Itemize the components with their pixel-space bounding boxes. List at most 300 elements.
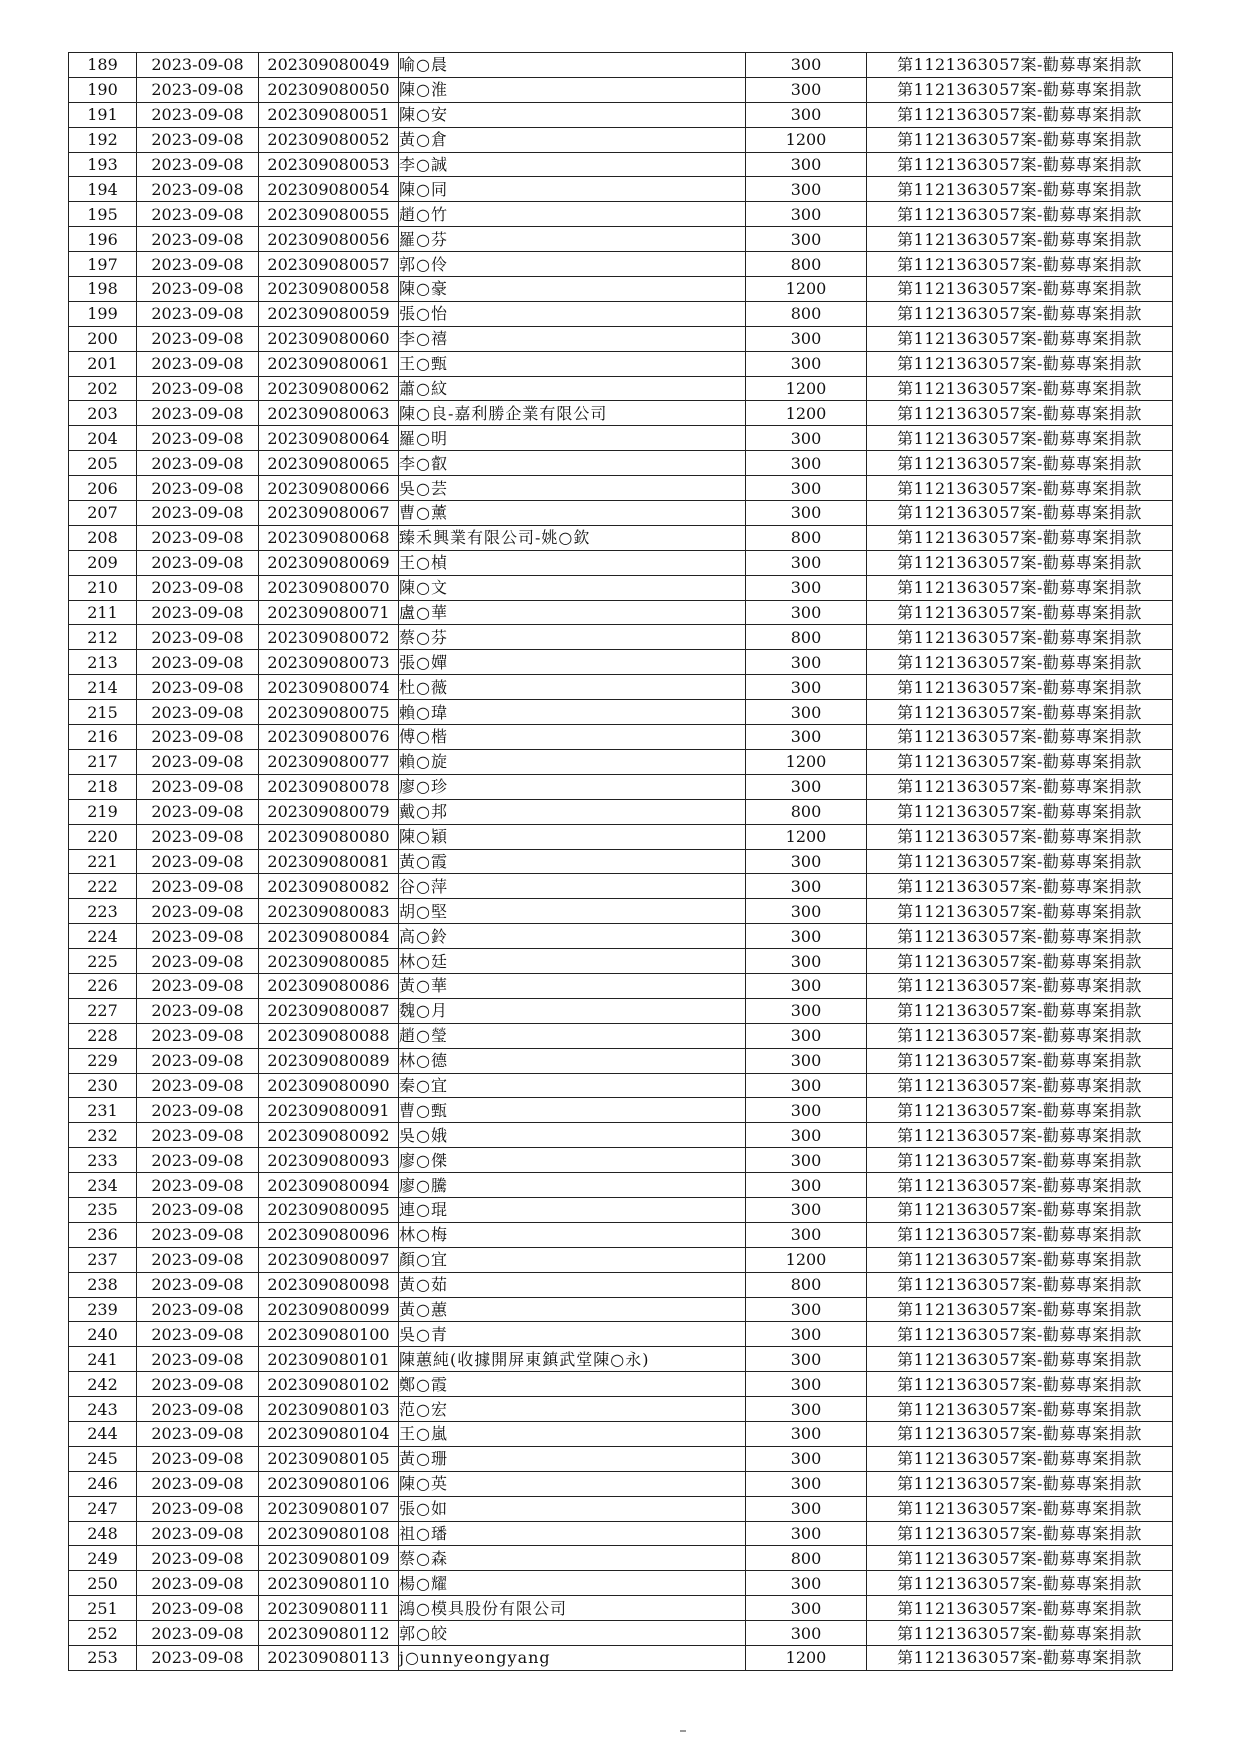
donation-purpose: 第1121363057案-勸募專案捐款 [867, 1048, 1173, 1073]
donor-name: 鴻○模具股份有限公司 [399, 1596, 746, 1621]
donation-date: 2023-09-08 [137, 550, 259, 575]
donation-date: 2023-09-08 [137, 1646, 259, 1671]
row-number: 210 [69, 575, 137, 600]
receipt-number: 202309080051 [259, 102, 399, 127]
donation-purpose: 第1121363057案-勸募專案捐款 [867, 102, 1173, 127]
table-row [69, 949, 1173, 974]
table-row [69, 1297, 1173, 1322]
donation-amount: 300 [746, 1521, 867, 1546]
donation-date: 2023-09-08 [137, 700, 259, 725]
row-number: 204 [69, 426, 137, 451]
receipt-number: 202309080110 [259, 1571, 399, 1596]
donation-purpose: 第1121363057案-勸募專案捐款 [867, 550, 1173, 575]
table-row [69, 127, 1173, 152]
row-number: 229 [69, 1048, 137, 1073]
donation-amount: 300 [746, 725, 867, 750]
table-row [69, 1471, 1173, 1496]
donation-purpose: 第1121363057案-勸募專案捐款 [867, 998, 1173, 1023]
receipt-number: 202309080079 [259, 799, 399, 824]
donor-name: 林○梅 [399, 1222, 746, 1247]
table-row [69, 376, 1173, 401]
donation-date: 2023-09-08 [137, 1471, 259, 1496]
donation-amount: 1200 [746, 277, 867, 302]
donor-name: 賴○瑋 [399, 700, 746, 725]
donation-purpose: 第1121363057案-勸募專案捐款 [867, 376, 1173, 401]
table-row [69, 476, 1173, 501]
receipt-number: 202309080099 [259, 1297, 399, 1322]
donor-name: 賴○旋 [399, 749, 746, 774]
donation-purpose: 第1121363057案-勸募專案捐款 [867, 675, 1173, 700]
donation-purpose: 第1121363057案-勸募專案捐款 [867, 1397, 1173, 1422]
donation-date: 2023-09-08 [137, 53, 259, 78]
donation-date: 2023-09-08 [137, 924, 259, 949]
donation-amount: 300 [746, 1297, 867, 1322]
donation-purpose: 第1121363057案-勸募專案捐款 [867, 326, 1173, 351]
donation-date: 2023-09-08 [137, 351, 259, 376]
donation-date: 2023-09-08 [137, 1098, 259, 1123]
receipt-number: 202309080107 [259, 1496, 399, 1521]
donation-date: 2023-09-08 [137, 824, 259, 849]
receipt-number: 202309080063 [259, 401, 399, 426]
donation-amount: 300 [746, 1048, 867, 1073]
row-number: 197 [69, 252, 137, 277]
donation-purpose: 第1121363057案-勸募專案捐款 [867, 501, 1173, 526]
donation-amount: 300 [746, 53, 867, 78]
table-row [69, 824, 1173, 849]
donation-date: 2023-09-08 [137, 376, 259, 401]
receipt-number: 202309080077 [259, 749, 399, 774]
receipt-number: 202309080073 [259, 650, 399, 675]
receipt-number: 202309080093 [259, 1148, 399, 1173]
donation-date: 2023-09-08 [137, 127, 259, 152]
donation-date: 2023-09-08 [137, 476, 259, 501]
donor-name: 黃○茹 [399, 1272, 746, 1297]
donation-list-page [68, 52, 1172, 1671]
donation-date: 2023-09-08 [137, 675, 259, 700]
donor-name: 羅○明 [399, 426, 746, 451]
donation-amount: 300 [746, 949, 867, 974]
donation-date: 2023-09-08 [137, 799, 259, 824]
donation-purpose: 第1121363057案-勸募專案捐款 [867, 700, 1173, 725]
donation-amount: 300 [746, 102, 867, 127]
table-row [69, 525, 1173, 550]
donor-name: 黃○珊 [399, 1446, 746, 1471]
donation-date: 2023-09-08 [137, 1596, 259, 1621]
donor-name: 趙○竹 [399, 202, 746, 227]
row-number: 216 [69, 725, 137, 750]
donation-amount: 300 [746, 451, 867, 476]
table-row [69, 749, 1173, 774]
receipt-number: 202309080102 [259, 1372, 399, 1397]
donation-amount: 300 [746, 476, 867, 501]
row-number: 211 [69, 600, 137, 625]
donation-amount: 300 [746, 1098, 867, 1123]
receipt-number: 202309080052 [259, 127, 399, 152]
donor-name: 李○誠 [399, 152, 746, 177]
donation-purpose: 第1121363057案-勸募專案捐款 [867, 426, 1173, 451]
row-number: 239 [69, 1297, 137, 1322]
donation-purpose: 第1121363057案-勸募專案捐款 [867, 824, 1173, 849]
table-row [69, 924, 1173, 949]
table-row [69, 227, 1173, 252]
row-number: 219 [69, 799, 137, 824]
table-row [69, 650, 1173, 675]
donation-amount: 800 [746, 252, 867, 277]
donation-amount: 300 [746, 675, 867, 700]
donor-name: 杜○薇 [399, 675, 746, 700]
receipt-number: 202309080082 [259, 874, 399, 899]
table-row [69, 77, 1173, 102]
row-number: 200 [69, 326, 137, 351]
receipt-number: 202309080096 [259, 1222, 399, 1247]
donation-amount: 300 [746, 550, 867, 575]
table-row [69, 1123, 1173, 1148]
table-row [69, 1446, 1173, 1471]
donation-amount: 300 [746, 998, 867, 1023]
donation-amount: 300 [746, 1173, 867, 1198]
receipt-number: 202309080091 [259, 1098, 399, 1123]
donation-amount: 300 [746, 1322, 867, 1347]
donation-amount: 300 [746, 152, 867, 177]
row-number: 215 [69, 700, 137, 725]
donor-name: 曹○薰 [399, 501, 746, 526]
donor-name: 趙○瑩 [399, 1023, 746, 1048]
donor-name: 張○如 [399, 1496, 746, 1521]
donor-name: 李○叡 [399, 451, 746, 476]
row-number: 192 [69, 127, 137, 152]
receipt-number: 202309080089 [259, 1048, 399, 1073]
receipt-number: 202309080069 [259, 550, 399, 575]
donor-name: 喻○晨 [399, 53, 746, 78]
donor-name: 黃○蕙 [399, 1297, 746, 1322]
donor-name: 顏○宜 [399, 1247, 746, 1272]
receipt-number: 202309080105 [259, 1446, 399, 1471]
donation-purpose: 第1121363057案-勸募專案捐款 [867, 575, 1173, 600]
receipt-number: 202309080054 [259, 177, 399, 202]
donation-date: 2023-09-08 [137, 177, 259, 202]
receipt-number: 202309080061 [259, 351, 399, 376]
receipt-number: 202309080058 [259, 277, 399, 302]
donation-amount: 300 [746, 1372, 867, 1397]
donation-date: 2023-09-08 [137, 849, 259, 874]
donation-date: 2023-09-08 [137, 1173, 259, 1198]
row-number: 253 [69, 1646, 137, 1671]
donation-date: 2023-09-08 [137, 77, 259, 102]
donation-date: 2023-09-08 [137, 1322, 259, 1347]
row-number: 252 [69, 1621, 137, 1646]
donation-purpose: 第1121363057案-勸募專案捐款 [867, 476, 1173, 501]
table-row [69, 1148, 1173, 1173]
donor-name: 秦○宜 [399, 1073, 746, 1098]
table-row [69, 152, 1173, 177]
receipt-number: 202309080057 [259, 252, 399, 277]
receipt-number: 202309080071 [259, 600, 399, 625]
donation-purpose: 第1121363057案-勸募專案捐款 [867, 525, 1173, 550]
receipt-number: 202309080097 [259, 1247, 399, 1272]
donation-purpose: 第1121363057案-勸募專案捐款 [867, 1521, 1173, 1546]
donation-purpose: 第1121363057案-勸募專案捐款 [867, 1098, 1173, 1123]
page-footer-mark [680, 1730, 686, 1732]
donation-purpose: 第1121363057案-勸募專案捐款 [867, 1023, 1173, 1048]
donation-purpose: 第1121363057案-勸募專案捐款 [867, 1596, 1173, 1621]
receipt-number: 202309080086 [259, 973, 399, 998]
donation-purpose: 第1121363057案-勸募專案捐款 [867, 301, 1173, 326]
donation-purpose: 第1121363057案-勸募專案捐款 [867, 177, 1173, 202]
donation-date: 2023-09-08 [137, 1496, 259, 1521]
donation-date: 2023-09-08 [137, 326, 259, 351]
donation-date: 2023-09-08 [137, 625, 259, 650]
table-row [69, 1098, 1173, 1123]
receipt-number: 202309080055 [259, 202, 399, 227]
table-row [69, 1347, 1173, 1372]
row-number: 213 [69, 650, 137, 675]
table-row [69, 973, 1173, 998]
receipt-number: 202309080068 [259, 525, 399, 550]
donor-name: 連○琨 [399, 1197, 746, 1222]
receipt-number: 202309080109 [259, 1546, 399, 1571]
receipt-number: 202309080112 [259, 1621, 399, 1646]
receipt-number: 202309080059 [259, 301, 399, 326]
receipt-number: 202309080083 [259, 899, 399, 924]
donor-name: 郭○伶 [399, 252, 746, 277]
donation-purpose: 第1121363057案-勸募專案捐款 [867, 899, 1173, 924]
table-row [69, 401, 1173, 426]
donation-amount: 300 [746, 849, 867, 874]
table-row [69, 1247, 1173, 1272]
donation-purpose: 第1121363057案-勸募專案捐款 [867, 401, 1173, 426]
donation-date: 2023-09-08 [137, 426, 259, 451]
donor-name: 陳○豪 [399, 277, 746, 302]
row-number: 209 [69, 550, 137, 575]
donation-date: 2023-09-08 [137, 227, 259, 252]
donation-purpose: 第1121363057案-勸募專案捐款 [867, 1446, 1173, 1471]
receipt-number: 202309080076 [259, 725, 399, 750]
donation-amount: 300 [746, 600, 867, 625]
receipt-number: 202309080088 [259, 1023, 399, 1048]
row-number: 226 [69, 973, 137, 998]
donation-amount: 1200 [746, 376, 867, 401]
donation-date: 2023-09-08 [137, 301, 259, 326]
donor-name: 陳蕙純(收據開屏東鎮武堂陳○永) [399, 1347, 746, 1372]
receipt-number: 202309080101 [259, 1347, 399, 1372]
row-number: 249 [69, 1546, 137, 1571]
donation-amount: 300 [746, 202, 867, 227]
donor-name: 胡○堅 [399, 899, 746, 924]
row-number: 233 [69, 1148, 137, 1173]
donor-name: 傅○楷 [399, 725, 746, 750]
donation-date: 2023-09-08 [137, 949, 259, 974]
receipt-number: 202309080106 [259, 1471, 399, 1496]
donation-amount: 300 [746, 1621, 867, 1646]
donation-date: 2023-09-08 [137, 874, 259, 899]
donation-date: 2023-09-08 [137, 1222, 259, 1247]
row-number: 207 [69, 501, 137, 526]
donation-amount: 300 [746, 1222, 867, 1247]
donation-purpose: 第1121363057案-勸募專案捐款 [867, 973, 1173, 998]
row-number: 220 [69, 824, 137, 849]
donation-purpose: 第1121363057案-勸募專案捐款 [867, 774, 1173, 799]
donation-date: 2023-09-08 [137, 1372, 259, 1397]
donor-name: 廖○珍 [399, 774, 746, 799]
donation-amount: 800 [746, 1546, 867, 1571]
donation-purpose: 第1121363057案-勸募專案捐款 [867, 1297, 1173, 1322]
donation-date: 2023-09-08 [137, 1546, 259, 1571]
donor-name: 范○宏 [399, 1397, 746, 1422]
donation-date: 2023-09-08 [137, 1297, 259, 1322]
receipt-number: 202309080103 [259, 1397, 399, 1422]
row-number: 225 [69, 949, 137, 974]
donation-date: 2023-09-08 [137, 1197, 259, 1222]
donation-purpose: 第1121363057案-勸募專案捐款 [867, 202, 1173, 227]
receipt-number: 202309080070 [259, 575, 399, 600]
donor-name: 谷○萍 [399, 874, 746, 899]
row-number: 196 [69, 227, 137, 252]
donation-date: 2023-09-08 [137, 1621, 259, 1646]
donation-amount: 300 [746, 227, 867, 252]
donation-amount: 300 [746, 1471, 867, 1496]
row-number: 232 [69, 1123, 137, 1148]
receipt-number: 202309080060 [259, 326, 399, 351]
donation-purpose: 第1121363057案-勸募專案捐款 [867, 924, 1173, 949]
donation-date: 2023-09-08 [137, 1571, 259, 1596]
donation-purpose: 第1121363057案-勸募專案捐款 [867, 1621, 1173, 1646]
row-number: 223 [69, 899, 137, 924]
receipt-number: 202309080075 [259, 700, 399, 725]
row-number: 237 [69, 1247, 137, 1272]
donation-amount: 1200 [746, 824, 867, 849]
donation-table [68, 52, 1173, 1671]
donation-purpose: 第1121363057案-勸募專案捐款 [867, 127, 1173, 152]
row-number: 242 [69, 1372, 137, 1397]
donation-date: 2023-09-08 [137, 1148, 259, 1173]
table-row [69, 501, 1173, 526]
donation-purpose: 第1121363057案-勸募專案捐款 [867, 1496, 1173, 1521]
donation-amount: 300 [746, 426, 867, 451]
donation-amount: 800 [746, 1272, 867, 1297]
donation-amount: 300 [746, 1571, 867, 1596]
donation-amount: 800 [746, 301, 867, 326]
row-number: 214 [69, 675, 137, 700]
table-row [69, 575, 1173, 600]
table-row [69, 426, 1173, 451]
donation-date: 2023-09-08 [137, 1048, 259, 1073]
donor-name: 林○德 [399, 1048, 746, 1073]
donation-date: 2023-09-08 [137, 1247, 259, 1272]
table-row [69, 725, 1173, 750]
table-row [69, 277, 1173, 302]
donor-name: 廖○騰 [399, 1173, 746, 1198]
table-row [69, 1048, 1173, 1073]
row-number: 236 [69, 1222, 137, 1247]
donor-name: 陳○穎 [399, 824, 746, 849]
donation-purpose: 第1121363057案-勸募專案捐款 [867, 1123, 1173, 1148]
donor-name: 廖○傑 [399, 1148, 746, 1173]
receipt-number: 202309080064 [259, 426, 399, 451]
donation-amount: 300 [746, 700, 867, 725]
donor-name: 臻禾興業有限公司-姚○欽 [399, 525, 746, 550]
row-number: 244 [69, 1421, 137, 1446]
donation-date: 2023-09-08 [137, 725, 259, 750]
donation-amount: 1200 [746, 1646, 867, 1671]
donor-name: 陳○文 [399, 575, 746, 600]
donation-date: 2023-09-08 [137, 1023, 259, 1048]
donor-name: 曹○甄 [399, 1098, 746, 1123]
donation-date: 2023-09-08 [137, 525, 259, 550]
donation-amount: 300 [746, 899, 867, 924]
table-row [69, 1372, 1173, 1397]
donation-purpose: 第1121363057案-勸募專案捐款 [867, 277, 1173, 302]
row-number: 250 [69, 1571, 137, 1596]
table-row [69, 799, 1173, 824]
donation-date: 2023-09-08 [137, 1272, 259, 1297]
donation-amount: 300 [746, 973, 867, 998]
donor-name: 林○廷 [399, 949, 746, 974]
row-number: 221 [69, 849, 137, 874]
donation-purpose: 第1121363057案-勸募專案捐款 [867, 53, 1173, 78]
donation-date: 2023-09-08 [137, 1421, 259, 1446]
donation-amount: 300 [746, 177, 867, 202]
donation-date: 2023-09-08 [137, 899, 259, 924]
receipt-number: 202309080085 [259, 949, 399, 974]
row-number: 238 [69, 1272, 137, 1297]
donation-amount: 300 [746, 77, 867, 102]
row-number: 190 [69, 77, 137, 102]
row-number: 240 [69, 1322, 137, 1347]
donation-amount: 300 [746, 774, 867, 799]
donation-amount: 300 [746, 1596, 867, 1621]
donation-purpose: 第1121363057案-勸募專案捐款 [867, 451, 1173, 476]
donation-date: 2023-09-08 [137, 202, 259, 227]
table-row [69, 202, 1173, 227]
receipt-number: 202309080094 [259, 1173, 399, 1198]
donation-purpose: 第1121363057案-勸募專案捐款 [867, 152, 1173, 177]
donor-name: 郭○皎 [399, 1621, 746, 1646]
table-row [69, 1197, 1173, 1222]
row-number: 201 [69, 351, 137, 376]
table-row [69, 451, 1173, 476]
donation-date: 2023-09-08 [137, 1446, 259, 1471]
row-number: 230 [69, 1073, 137, 1098]
row-number: 251 [69, 1596, 137, 1621]
donation-purpose: 第1121363057案-勸募專案捐款 [867, 849, 1173, 874]
table-row [69, 1222, 1173, 1247]
table-row [69, 1173, 1173, 1198]
donor-name: 高○鈴 [399, 924, 746, 949]
donation-date: 2023-09-08 [137, 401, 259, 426]
donation-purpose: 第1121363057案-勸募專案捐款 [867, 77, 1173, 102]
donor-name: 陳○良-嘉利勝企業有限公司 [399, 401, 746, 426]
donation-amount: 300 [746, 351, 867, 376]
donation-date: 2023-09-08 [137, 600, 259, 625]
donation-date: 2023-09-08 [137, 451, 259, 476]
receipt-number: 202309080078 [259, 774, 399, 799]
table-row [69, 998, 1173, 1023]
donor-name: 陳○安 [399, 102, 746, 127]
donation-amount: 300 [746, 1347, 867, 1372]
receipt-number: 202309080092 [259, 1123, 399, 1148]
donor-name: 蔡○芬 [399, 625, 746, 650]
donation-purpose: 第1121363057案-勸募專案捐款 [867, 749, 1173, 774]
donor-name: 黃○華 [399, 973, 746, 998]
donation-amount: 300 [746, 924, 867, 949]
donation-amount: 1200 [746, 1247, 867, 1272]
donation-purpose: 第1121363057案-勸募專案捐款 [867, 725, 1173, 750]
row-number: 203 [69, 401, 137, 426]
donation-amount: 300 [746, 501, 867, 526]
donor-name: 盧○華 [399, 600, 746, 625]
receipt-number: 202309080104 [259, 1421, 399, 1446]
row-number: 198 [69, 277, 137, 302]
